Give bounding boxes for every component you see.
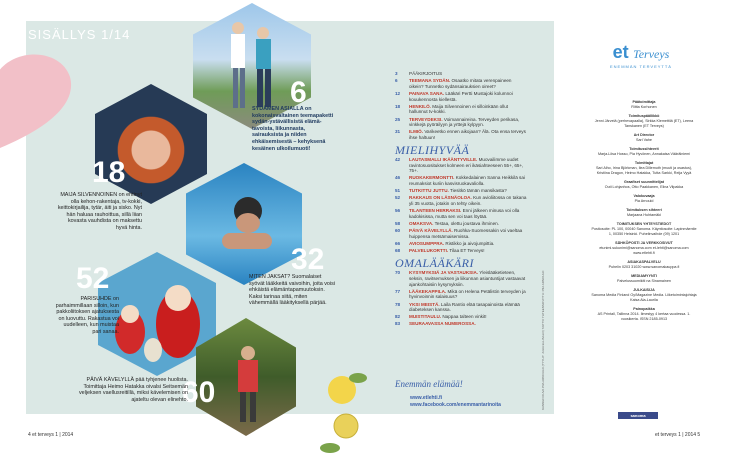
toc-row[interactable]: [395, 208, 527, 219]
imprint-text: etunimi.sukunimi@sanoma.com et-lehti@sanoma.com www.etlehti.fi: [599, 246, 689, 255]
toc-page-number: 78: [395, 301, 401, 307]
toc-entry-description: Yleislääketieteen, seksin, ravitsemuksen ja liikunnan asiantuntijat vastaavat ajankohtaisiin kysymyksiin.: [409, 270, 526, 287]
toc-row[interactable]: [395, 91, 527, 102]
imprint-entry: [590, 147, 698, 157]
toc-entry-text: [409, 302, 527, 313]
toc-entry-heading: AVIOSUMPPRA.: [409, 240, 445, 246]
toc-entry-text: [409, 91, 527, 102]
sanoma-logo: sanoma: [618, 412, 658, 419]
toc-row[interactable]: [395, 321, 527, 327]
section-title-omalaakari: OMALÄÄKÄRI: [395, 255, 474, 270]
toc-row[interactable]: [395, 104, 527, 115]
toc-entry-heading: PAINAVA SANA.: [409, 90, 445, 96]
logo-et: et: [612, 42, 629, 62]
imprint-heading: Valokuvaaja: [633, 194, 655, 198]
lemon-decoration: [300, 360, 370, 460]
toc-row[interactable]: [395, 188, 527, 194]
imprint-entry: [590, 260, 698, 270]
toc-row[interactable]: [395, 71, 527, 77]
toc-row[interactable]: [395, 314, 527, 320]
imprint-text: Puhelin 0203 31020 www.sanomakauppa.fi: [608, 265, 680, 269]
toc-row[interactable]: [395, 157, 527, 174]
heart-decoration: [0, 52, 95, 152]
toc-page-number: 18: [395, 103, 401, 109]
toc-entry-heading: MUISTITAULU.: [409, 314, 442, 320]
toc-page-number: 25: [395, 116, 401, 122]
page-badge-18: 18: [92, 156, 126, 189]
folio-left: 4 et terveys 1 | 2014: [28, 432, 74, 438]
contents-title: SISÄLLYS 1/14: [28, 27, 131, 42]
toc-entry-text: [409, 188, 527, 194]
toc-entry-heading: HENKILÖ.: [409, 103, 431, 109]
toc-page-number: 70: [395, 270, 401, 276]
toc-entry-heading: RAKKAUS ON LÄSNÄOLOA.: [409, 195, 472, 201]
imprint-heading: Art Director: [633, 133, 655, 137]
toc-entry-description: Enni jälkeen minusa voi olla kadokisissa, mutta sen voi taas löytää.: [409, 208, 520, 219]
toc-entry-text: [409, 104, 527, 115]
imprint-entry: [590, 180, 698, 190]
toc-entry-text: [409, 195, 527, 206]
toc-row[interactable]: [395, 248, 527, 254]
toc-entry-text: [409, 175, 527, 186]
toc-entry-description: Mikä on Helena Petälistin terveyden ja hyvinvoinnin salaisuus?: [409, 288, 526, 300]
toc-entry-description: Testaa, olettu joustava ihminen.: [434, 221, 499, 226]
toc-entry-text: [409, 78, 527, 89]
imprint-text: Sanoma Media Finland Oy/Magazine Media. Liiketoimintajohtaja Kaisa Ala-Laurila: [591, 293, 697, 302]
toc-page-number: 58: [395, 221, 401, 226]
toc-page-number: 66: [395, 240, 401, 246]
imprint-text: Sari Vahe: [636, 138, 652, 142]
toc-entry-heading: TILANTEEN HERRAKSI.: [409, 208, 462, 214]
imprint-entry: [590, 161, 698, 176]
section-title-mielihyvaa: MIELIHYVÄÄ: [395, 142, 470, 157]
toc-entry-description: Kun avioliitossa on takana yli 35 vuotta, jotakin on tehty oikein.: [409, 195, 527, 207]
toc-entry-description: Voimannaireina. Terveyden perikasa, vinkkejä pyöräilyyn ja yrttejä kylpyyn.: [409, 116, 520, 128]
et-terveys-logo: [596, 42, 686, 69]
caption-60: PÄIVÄ KÄVELYLLÄ pää tyhjenee huolista. Toimittaja Heimo Hatakka oivalsi Seitsemän veljeksen vaellusreitillä, miksi kävelemisen on ajateltu olevan elinehto.: [78, 377, 188, 403]
toc-row[interactable]: [395, 241, 527, 247]
toc-entry-heading: ILMIÖ.: [409, 129, 424, 135]
toc-entry-heading: OMAKSVA.: [409, 221, 434, 226]
toc-entry-text: [409, 270, 527, 287]
imprint-entry: [590, 114, 698, 129]
web-links: [410, 395, 501, 409]
toc-entry-heading: LÄÄKEKAPPILA.: [409, 288, 447, 294]
toc-row[interactable]: [395, 195, 527, 206]
toc-row[interactable]: [395, 289, 527, 300]
toc-row[interactable]: [395, 221, 527, 227]
caption-18: MAIJA SILVENNOINEN on ehtinyt olla kehon-rakentaja, tv-kokki, keittokirjailija, tytär, äiti ja sisko. Nyt hän haluaa rauhoittua, sillä liian kovasta vauhdista on maksettu hyvä hinta.: [57, 192, 142, 231]
toc-page-number: 60: [395, 228, 401, 234]
toc-entry-description: Nappaa talteen vinkit!: [442, 314, 487, 320]
toc-row[interactable]: [395, 175, 527, 186]
imprint-text: Outi Lohjanhos, Otto Paakkanen, Elina Vilpakka: [604, 185, 684, 189]
toc-entry-heading: KYSYMYKSIÄ JA VASTAUKSIA.: [409, 270, 479, 276]
toc-page-number: 42: [395, 157, 401, 163]
signoff-text: Enemmän elämää!: [395, 379, 463, 389]
toc-entry-text: [409, 241, 527, 247]
toc-entry-text: [409, 71, 527, 77]
toc-entry-text: [409, 117, 527, 128]
imprint-text: Marjaana Huhtamäki: [626, 213, 662, 217]
toc-entry-text: [409, 289, 527, 300]
toc-entry-text: [409, 321, 527, 327]
logo-tagline: ENEMMÄN TERVEYTTÄ: [610, 64, 672, 69]
imprint-text: Palvelussuomikiti na Sinamainen: [617, 279, 671, 283]
toc-page-number: 83: [395, 321, 401, 327]
toc-entry-heading: TEEMANA SYDÄN.: [409, 78, 451, 84]
toc-entry-text: [409, 248, 527, 254]
toc-page-number: 77: [395, 288, 401, 294]
toc-row[interactable]: [395, 302, 527, 313]
toc-entry-text: [409, 157, 527, 174]
imprint-entry: [590, 241, 698, 256]
caption-52: PARISUHDE on parhaimmillaan silloin, kun pakkoliitoksen ajatuksesta on luovuttu. Rakastua voi uudelleen, kun muistaa pari sanaa.: [55, 296, 119, 335]
toc-row[interactable]: [395, 117, 527, 128]
imprint-entry: [590, 288, 698, 303]
toc-entry-text: [409, 228, 527, 239]
imprint-heading: Toimittajat: [634, 161, 654, 165]
imprint-heading: ASIAKASPALVELU: [627, 260, 661, 264]
page-badge-52: 52: [76, 262, 110, 295]
toc-entry-heading: TERVEYDEKSI.: [409, 116, 443, 122]
imprint-entry: [590, 274, 698, 284]
toc-entry-heading: LAUTASMALLI IKÄÄNTYVILLE.: [409, 157, 478, 163]
toc-entry-description: Tiesitkö tämän mansikasta?: [450, 188, 507, 194]
page-badge-60: 60: [182, 376, 216, 409]
imprint-heading: SÄHKÖPOSTI JA VERKKOSIVUT: [615, 241, 673, 245]
toc-entry-description: Laila Rantio elää tasapainoista elämää diabeteksen kanssa.: [409, 301, 520, 313]
link-etlehti[interactable]: www.etlehti.fi: [410, 395, 443, 401]
toc-mieli-list: [395, 157, 527, 254]
imprint-text: Riitta Korhonen: [631, 105, 657, 109]
imprint-heading: JULKAISIJA: [633, 288, 655, 292]
toc-row[interactable]: [395, 270, 527, 287]
imprint-text: Postiosoite: PL 100, 00040 Sanoma. Käyntiosoite: Lapinmäentie 1, 00350 Helsinki. Puhelinvaihde (09) 1201: [591, 227, 697, 236]
imprint-entry: [590, 307, 698, 322]
imprint-text: AS Printall, Tallinna 2014. Ilmestyy 4 kertaa vuodessa. 1. vuosikerta. ISSN 2185-0913: [597, 312, 691, 321]
toc-entry-description: PÄÄKIRJOITUS: [409, 71, 443, 76]
toc-entry-heading: TUTKITTU JUTTU.: [409, 188, 449, 194]
toc-row[interactable]: [395, 129, 527, 140]
toc-entry-text: [409, 221, 527, 227]
toc-entry-description: Tilaa ET Terveys!: [449, 248, 485, 254]
imprint-heading: Toimituksen sihteeri: [626, 208, 662, 212]
link-facebook[interactable]: www.facebook.com/enemmantarinoita: [410, 402, 501, 408]
spine-credits: KANNEN KUVA PIIA ARNOULD (TYYLIT: JUHA ELLISALO) TAITTO YHTEENSOVITTU: PIIA ARNOULD: [541, 270, 545, 410]
caption-6: SYDÄMEN ASIALLA on kokonaisvaltainen teemapaketti sydän-ystävällisistä elämä-tavoista, liikunnasta, sairauksista ja niiden ehkäisemisestä – kehyksenä kesäinen ulkoilumuoti!: [252, 106, 334, 152]
toc-top-list: [395, 71, 527, 141]
imprint-heading: MEDIAMYYNTI: [631, 274, 657, 278]
toc-oma-list: [395, 270, 527, 327]
imprint-heading: Toimitussihteerit: [629, 147, 659, 151]
imprint-text: Jenni Järvelä (perhevapaalla), Sirkka Klemettilä (ET), Leena Tanskanen (ET Terveys): [594, 119, 694, 128]
toc-entry-heading: RUOKAKERMONTTI.: [409, 175, 455, 181]
toc-entry-description: Varikeetko ennen aikojaan? Älä. Ota ensa terveys ihse haltuun!: [409, 129, 526, 140]
toc-row[interactable]: [395, 228, 527, 239]
toc-entry-heading: SEURAAVASSA NUMEROSSA.: [409, 321, 476, 327]
toc-entry-heading: PÄIVÄ KÄVELYLLÄ.: [409, 228, 453, 234]
table-of-contents: [395, 71, 527, 329]
toc-entry-heading: PALVELUKORTTI.: [409, 248, 449, 254]
logo-terveys: Terveys: [633, 47, 670, 61]
toc-entry-description: Kokkedalainen Sanna Heikkilä sai reumaksiot kuriin kasvisruokavaliolla.: [409, 175, 525, 187]
imprint-entry: [590, 222, 698, 237]
imprint-text: Pia Arnould: [634, 199, 654, 203]
toc-page-number: 56: [395, 208, 401, 214]
imprint-entry: [590, 208, 698, 218]
toc-page-number: 46: [395, 175, 401, 181]
page-badge-32: 32: [291, 243, 325, 276]
folio-right: et terveys 1 | 2014 5: [655, 432, 701, 438]
toc-entry-description: Osaatko mitata verenpaineen oikein? Tunnetko sydänsairauksien oireet?: [409, 78, 512, 89]
imprint-entry: [590, 100, 698, 110]
toc-page-number: 6: [395, 78, 398, 84]
toc-entry-text: [409, 314, 527, 320]
toc-entry-text: [409, 208, 527, 219]
toc-page-number: 68: [395, 248, 401, 254]
toc-entry-text: [409, 129, 527, 140]
toc-entry-description: Ruohka-Suomessakin voi vaeltaa huippensa metsämaisemissa.: [409, 228, 523, 239]
imprint-text: Marja-Liisa Hosso, Pia Hyvönen, Annakaisa Väärälniemi: [597, 152, 691, 156]
toc-entry-description: Muovailimme uudet ravintosuositukset kolmeen eri ikäsiahteeseen 55+, 65+, 75+.: [409, 157, 524, 174]
imprint-heading: Päätoimittaja: [632, 100, 656, 104]
imprint-heading: Graafiset suunnittelijat: [624, 180, 664, 184]
toc-entry-description: Lääkäri Pertti Mustajoki kolumnoi kouukennosta kiellestä.: [409, 90, 513, 102]
imprint-column: [590, 96, 698, 322]
imprint-entry: [590, 133, 698, 143]
toc-entry-heading: YKSI MEISTÄ.: [409, 301, 440, 307]
imprint-heading: Toimituspäällikkö: [628, 114, 660, 118]
imprint-text: Sari Alho, Irina Björkman, Ilea Dillemuth (muuti ja osastus), Kristiina Dragon, Heimo Hatakka, Tutta Sarkki, Reija Vyyä: [595, 166, 693, 175]
imprint-heading: TOIMITUKSEN YHTEYSTIEDOT: [616, 222, 672, 226]
toc-entry-description: Maija Silvennoinen ei silloinkään ollut hallunnut tv-kokki.: [409, 103, 509, 115]
caption-32: MITEN JAKSAT? Suomalaiset syövät lääkkeitä vaivoihin, joita voisi ehkäistä elämäntapamuutoksin. Kaksi tarinaa siitä, miten vähemmällä lääkityksellä pärjää.: [249, 274, 335, 307]
toc-page-number: 3: [395, 71, 398, 76]
toc-row[interactable]: [395, 78, 527, 89]
page-badge-6: 6: [290, 76, 307, 109]
imprint-entry: [590, 194, 698, 204]
toc-page-number: 12: [395, 90, 401, 96]
toc-page-number: 51: [395, 188, 401, 194]
toc-entry-description: Ristikko ja aivojumpittia.: [445, 240, 495, 246]
toc-page-number: 31: [395, 129, 401, 135]
toc-page-number: 82: [395, 314, 401, 320]
toc-page-number: 52: [395, 195, 401, 201]
imprint-heading: Painopaikka: [633, 307, 655, 311]
